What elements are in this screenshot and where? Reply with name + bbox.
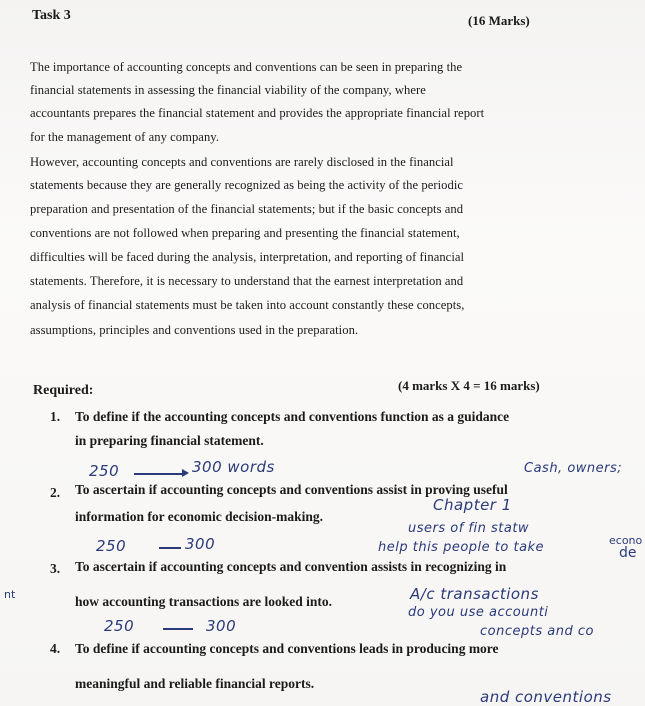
handwritten-note: nt (4, 588, 16, 601)
question-text: To define if accounting concepts and conventions leads in producing more (75, 641, 499, 656)
handwritten-note: concepts and co (480, 624, 594, 639)
intro-line: for the management of any company. (30, 130, 220, 144)
intro-line: statements because they are generally recognized as being the activity of the periodic (30, 178, 464, 192)
handwritten-note: 250 (89, 462, 120, 480)
question-number: 4. (50, 641, 61, 656)
handwritten-note: 300 words (192, 458, 275, 476)
question-text: information for economic decision-making. (75, 509, 323, 524)
handwritten-note: A/c transactions (410, 585, 539, 603)
question-number: 2. (50, 485, 61, 500)
intro-line: analysis of financial statements must be taken into account constantly these concepts, (30, 298, 465, 312)
question-text: meaningful and reliable financial reports. (75, 676, 315, 691)
question-text: in preparing financial statement. (75, 433, 264, 448)
intro-line: However, accounting concepts and conventions are rarely disclosed in the financial (30, 155, 454, 169)
dash-line (159, 547, 181, 549)
intro-line: conventions are not followed when preparing and presenting the financial statement, (30, 226, 460, 240)
intro-line: accountants prepares the financial statement and provides the appropriate financial report (30, 106, 485, 120)
handwritten-note: do you use accounti (408, 605, 549, 620)
intro-line: The importance of accounting concepts and conventions can be seen in preparing the (30, 60, 463, 74)
handwritten-note: 300 (185, 535, 216, 553)
intro-line: difficulties will be faced during the analysis, interpretation, and reporting of financial (30, 250, 465, 264)
handwritten-note: help this people to take (378, 540, 545, 555)
required-label: Required: (33, 383, 94, 398)
handwritten-note: de (619, 545, 637, 561)
question-number: 1. (50, 409, 61, 424)
required-marks: (4 marks X 4 = 16 marks) (398, 378, 540, 393)
question-text: how accounting transactions are looked into. (75, 594, 333, 609)
question-text: To ascertain if accounting concepts and conventions assist in proving useful (75, 482, 508, 497)
task-title: Task 3 (32, 8, 71, 23)
handwritten-note: 250 (104, 617, 135, 635)
handwritten-note: and conventions (480, 688, 612, 706)
intro-line: preparation and presentation of the financial statements; but if the basic concepts and (30, 202, 464, 216)
handwritten-note: Cash, owners; (524, 461, 623, 476)
question-text: To ascertain if accounting concepts and convention assists in recognizing in (75, 559, 507, 574)
intro-line: statements. Therefore, it is necessary to understand that the earnest interpretation and (30, 274, 464, 288)
handwritten-note: 300 (206, 617, 237, 635)
arrow-icon (182, 469, 189, 477)
handwritten-note: econo (609, 534, 643, 547)
task-marks: (16 Marks) (468, 13, 530, 28)
intro-line: financial statements in assessing the financial viability of the company, where (30, 83, 426, 97)
question-number: 3. (50, 561, 61, 576)
arrow-line (134, 473, 184, 475)
arrow-line (163, 628, 193, 630)
handwritten-note: 250 (96, 537, 127, 555)
handwritten-note: Chapter 1 (433, 496, 512, 514)
question-text: To define if the accounting concepts and conventions function as a guidance (75, 409, 510, 424)
intro-line: assumptions, principles and conventions used in the preparation. (30, 323, 359, 337)
handwritten-note: users of fin statw (408, 521, 530, 536)
